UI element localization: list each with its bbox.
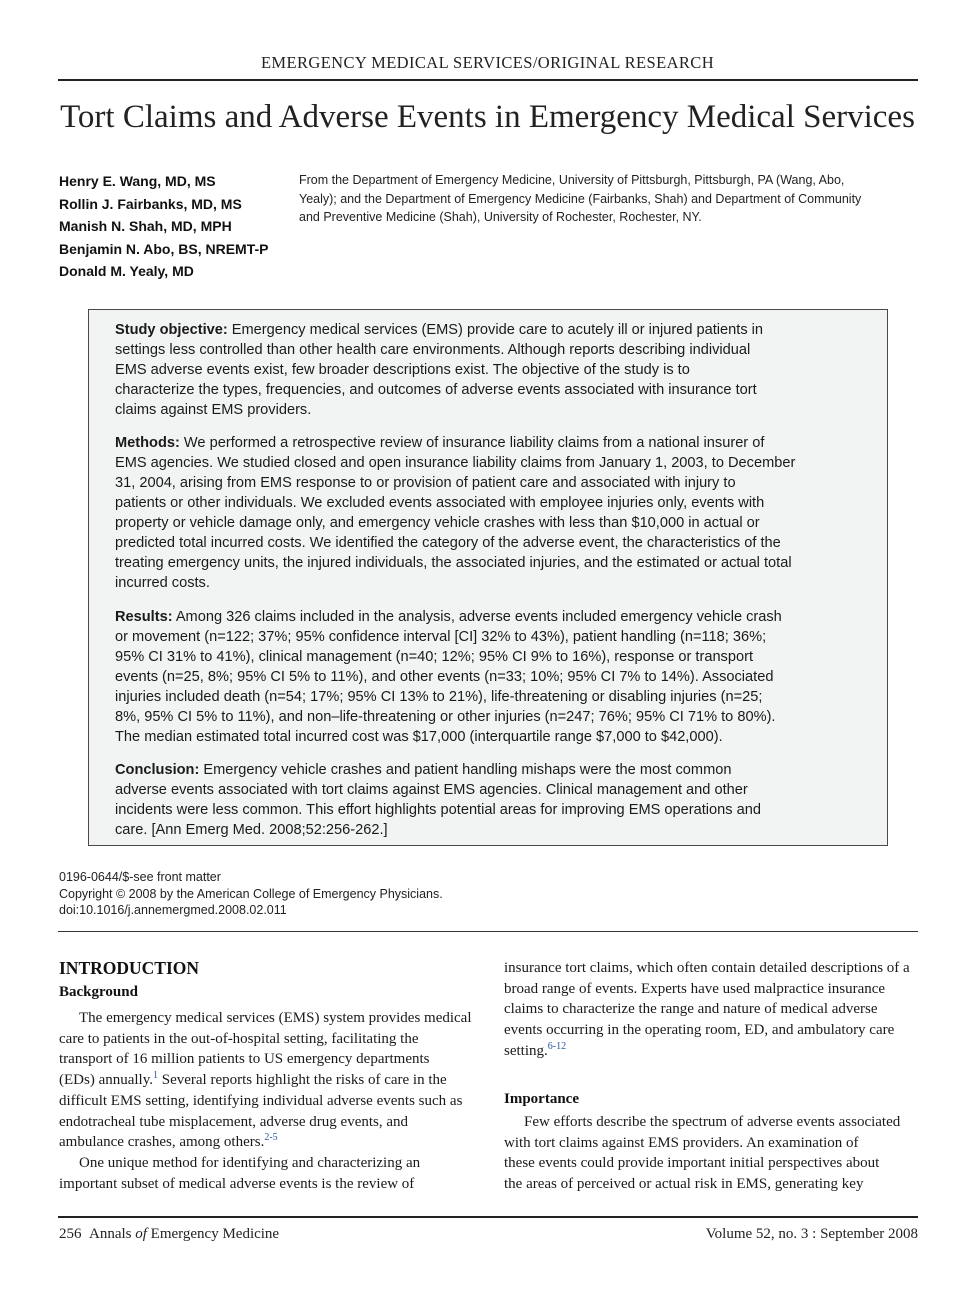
reference-link[interactable]: 6-12 xyxy=(547,1040,567,1052)
abstract-line: treating emergency units, the injured individuals, the associated injuries, and the estimated or actual total xyxy=(115,555,792,571)
abstract-line: care. [Ann Emerg Med. 2008;52:256-262.] xyxy=(115,822,388,838)
abstract-conclusion xyxy=(115,760,867,840)
footer-journal xyxy=(59,1226,279,1243)
abstract-line: Among 326 claims included in the analysis, adverse events included emergency vehicle crash xyxy=(172,609,782,625)
abstract-line: 95% CI 31% to 41%), clinical management (n=40; 12%; 95% CI 9% to 16%), response or transport xyxy=(115,649,753,665)
body-line: Several reports highlight the risks of care in the xyxy=(158,1072,447,1089)
abstract-objective xyxy=(115,320,867,420)
abstract-line: predicted total incurred costs. We identified the category of the adverse event, the characteristics of the xyxy=(115,535,781,551)
body-line: difficult EMS setting, identifying individual adverse events such as xyxy=(59,1092,463,1109)
affiliations xyxy=(299,171,911,227)
journal-name-post: Emergency Medicine xyxy=(146,1226,280,1242)
body-line: broad range of events. Experts have used malpractice insurance xyxy=(504,980,886,997)
article-title: Tort Claims and Adverse Events in Emergency Medical Services xyxy=(60,99,915,135)
middle-rule xyxy=(58,931,918,932)
body-line: One unique method for identifying and characterizing an xyxy=(79,1154,421,1171)
affiliation-line: and Preventive Medicine (Shah), University of Rochester, Rochester, NY. xyxy=(299,210,702,224)
abstract-line: 31, 2004, arising from EMS response to or provision of patient care and associated with injury to xyxy=(115,475,736,491)
abstract-line: incurred costs. xyxy=(115,575,210,591)
abstract-line: Emergency medical services (EMS) provide care to acutely ill or injured patients in xyxy=(227,322,764,338)
abstract-line: Emergency vehicle crashes and patient handling mishaps were the most common xyxy=(199,762,732,778)
journal-name-of: of xyxy=(135,1226,147,1242)
body-line: endotracheal tube misplacement, adverse drug events, and xyxy=(59,1113,409,1130)
author-name: Benjamin N. Abo, BS, NREMT-P xyxy=(59,240,269,257)
importance-heading: Importance xyxy=(504,1091,579,1107)
affiliation-line: Yealy); and the Department of Emergency Medicine (Fairbanks, Shah) and Department of Community xyxy=(299,191,862,206)
background-heading: Background xyxy=(59,984,138,1000)
abstract-line: property or vehicle damage only, and emergency vehicle crashes with less than $10,000 in actual or xyxy=(115,515,760,531)
bottom-rule xyxy=(58,1216,918,1218)
abstract-line: events (n=25, 8%; 95% CI 5% to 11%), and other events (n=33; 10%; 95% CI 7% to 14%). Associated xyxy=(115,669,774,685)
affiliation-line: From the Department of Emergency Medicine, University of Pittsburgh, Pittsburgh, PA (Wang, Abo, xyxy=(299,173,845,187)
abstract-line: patients or other individuals. We excluded events associated with employee injuries only, events with xyxy=(115,495,765,511)
intro-heading: INTRODUCTION xyxy=(59,958,200,978)
conclusion-label: Conclusion: xyxy=(115,762,200,778)
abstract-line: 8%, 95% CI 5% to 11%), and non–life-threatening or other injuries (n=247; 76%; 95% CI 71% to 80%). xyxy=(115,709,776,725)
body-line: ambulance crashes, among others. xyxy=(59,1134,265,1151)
author-name: Rollin J. Fairbanks, MD, MS xyxy=(59,195,242,212)
author-name: Manish N. Shah, MD, MPH xyxy=(59,218,232,234)
abstract-line: The median estimated total incurred cost was $17,000 (interquartile range $7,000 to $42,000). xyxy=(115,729,723,745)
body-line: the areas of perceived or actual risk in EMS, generating key xyxy=(504,1176,864,1193)
abstract-line: injuries included death (n=54; 17%; 95% CI 13% to 21%), life-threatening or disabling injuries (n=25; xyxy=(115,689,763,705)
right-column-text xyxy=(504,958,924,1062)
abstract-line: EMS agencies. We studied closed and open insurance liability claims from January 1, 2003, to December xyxy=(115,455,796,471)
issn-line: 0196-0644/$-see front matter xyxy=(59,870,221,884)
doi-line: doi:10.1016/j.annemergmed.2008.02.011 xyxy=(59,903,287,917)
abstract-results xyxy=(115,607,867,747)
body-line: claims to characterize the range and nature of medical adverse xyxy=(504,1001,878,1018)
reference-link[interactable]: 2-5 xyxy=(264,1132,278,1144)
abstract-line: incidents were less common. This effort highlights potential areas for improving EMS operations and xyxy=(115,802,761,818)
body-line: transport of 16 million patients to US emergency departments xyxy=(59,1051,430,1068)
footer-volume: Volume 52, no. 3 : September 2008 xyxy=(705,1226,918,1242)
abstract-line: claims against EMS providers. xyxy=(115,402,312,418)
results-label: Results: xyxy=(115,609,173,625)
body-line: Few efforts describe the spectrum of adverse events associated xyxy=(524,1114,901,1130)
copyright-line: Copyright © 2008 by the American College of Emergency Physicians. xyxy=(59,886,443,901)
body-line: with tort claims against EMS providers. An examination of xyxy=(504,1134,859,1151)
body-line: insurance tort claims, which often contain detailed descriptions of a xyxy=(504,960,910,976)
author-list xyxy=(59,170,289,283)
page-number: 256 xyxy=(59,1226,82,1242)
body-line: care to patients in the out-of-hospital setting, facilitating the xyxy=(59,1030,419,1047)
body-line: The emergency medical services (EMS) system provides medical xyxy=(79,1010,472,1026)
abstract-line: characterize the types, frequencies, and outcomes of adverse events associated with insurance tort xyxy=(115,382,757,398)
abstract-methods xyxy=(115,433,867,593)
front-matter xyxy=(59,869,659,919)
abstract-line: We performed a retrospective review of insurance liability claims from a national insurer of xyxy=(179,435,765,451)
methods-label: Methods: xyxy=(115,435,180,451)
abstract-line: EMS adverse events exist, few broader descriptions exist. The objective of the study is to xyxy=(115,362,690,378)
importance-text xyxy=(504,1112,924,1195)
body-line: these events could provide important initial perspectives about xyxy=(504,1155,880,1172)
journal-name-pre: Annals xyxy=(89,1226,136,1242)
objective-label: Study objective: xyxy=(115,322,228,338)
body-line: events occurring in the operating room, ED, and ambulatory care xyxy=(504,1022,895,1039)
body-line: setting. xyxy=(504,1042,548,1059)
body-line: (EDs) annually. xyxy=(59,1072,153,1089)
author-name: Henry E. Wang, MD, MS xyxy=(59,173,216,189)
abstract-line: adverse events associated with tort claims against EMS agencies. Clinical management and other xyxy=(115,782,748,798)
top-rule xyxy=(58,79,918,81)
section-label: EMERGENCY MEDICAL SERVICES/ORIGINAL RESEARCH xyxy=(260,53,715,72)
left-column-text xyxy=(59,1008,479,1194)
body-line: important subset of medical adverse events is the review of xyxy=(59,1175,415,1192)
author-name: Donald M. Yealy, MD xyxy=(59,263,194,279)
abstract-line: or movement (n=122; 37%; 95% confidence interval [CI] 32% to 43%), patient handling (n=118; 36%; xyxy=(115,629,767,645)
abstract-line: settings less controlled than other health care environments. Although reports describing individual xyxy=(115,342,751,358)
reference-link[interactable]: 1 xyxy=(153,1070,158,1082)
